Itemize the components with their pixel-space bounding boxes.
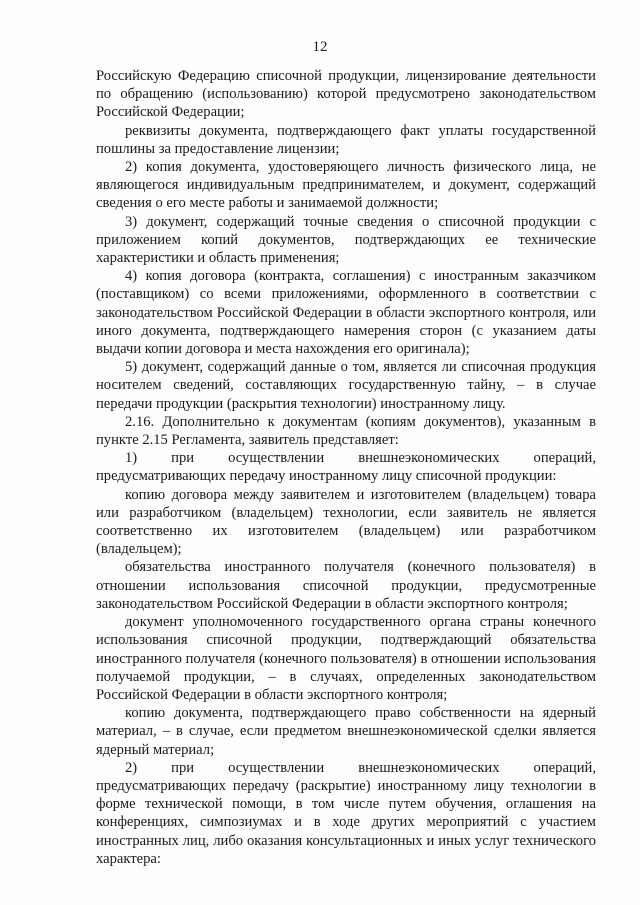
paragraph-nuclear-ownership: копию документа, подтверждающего право собственности на ядерный материал, – в случае, если предметом внешнеэкономической сделки является ядерный материал; [96, 705, 596, 758]
paragraph-item-3-product-info: 3) документ, содержащий точные сведения о списочной продукции с приложением копий документов, подтверждающих ее технические характеристики и область применения; [96, 213, 596, 267]
document-body [96, 67, 596, 868]
paragraph-manufacturer-contract: копию договора между заявителем и изготовителем (владельцем) товара или разработчиком (владельцем) технологии, если заявитель не является соответственно их изготовителем (владельцем) или разработчиком (владельцем); [96, 486, 596, 558]
paragraph-item-2-identity-copy: 2) копия документа, удостоверяющего личность физического лица, не являющегося индивидуальным предпринимателем, и документ, содержащий сведения о его месте работы и занимаемой должности; [96, 159, 596, 212]
paragraph-license-fee-details: реквизиты документа, подтверждающего факт уплаты государственной пошлины за предоставление лицензии; [96, 122, 596, 157]
paragraph-item-5-state-secret: 5) документ, содержащий данные о том, является ли списочная продукция носителем сведений, составляющих государственную тайну, – в случае передачи продукции (раскрытия технологии) иностранному лицу. [96, 359, 596, 412]
paragraph-section-2-16: 2.16. Дополнительно к документам (копиям документов), указанным в пункте 2.15 Регламента, заявитель представляет: [96, 413, 596, 449]
paragraph-sub-2-technology-transfer: 2) при осуществлении внешнеэкономических операций, предусматривающих передачу (раскрытие) иностранному лицу технологии в форме технической помощи, в том числе путем обучения, оглашения на конференциях, симпозиумах и в ходе других мероприятий с участием иностранных лиц, либо оказания консультационных и иных услуг технического характера: [96, 759, 596, 867]
paragraph-sub-1-product-transfer: 1) при осуществлении внешнеэкономических операций, предусматривающих передачу иностранному лицу списочной продукции: [96, 450, 596, 485]
page-number: 12 [312, 39, 328, 55]
paragraph-authority-document: документ уполномоченного государственного органа страны конечного использования списочной продукции, подтверждающий обязательства иностранного получателя (конечного пользователя) в отношении использования получаемой продукции, – в случаях, определенных законодательством Российской Федерации в области экспортного контроля; [96, 614, 596, 703]
paragraph-item-4-contract-copy: 4) копия договора (контракта, соглашения) с иностранным заказчиком (поставщиком) со всеми приложениями, оформленного в соответствии с законодательством Российской Федерации в области экспортного контроля, или иного документа, подтверждающего намерения сторон (с указанием даты выдачи копии договора и места нахождения его оригинала); [96, 268, 596, 358]
paragraph-recipient-obligations: обязательства иностранного получателя (конечного пользователя) в отношении использования списочной продукции, предусмотренные законодательством Российской Федерации в области экспортного контроля; [96, 559, 596, 612]
paragraph-continuation: Российскую Федерацию списочной продукции, лицензирование деятельности по обращению (использованию) которой предусмотрено законодательством Российской Федерации; [96, 68, 596, 121]
